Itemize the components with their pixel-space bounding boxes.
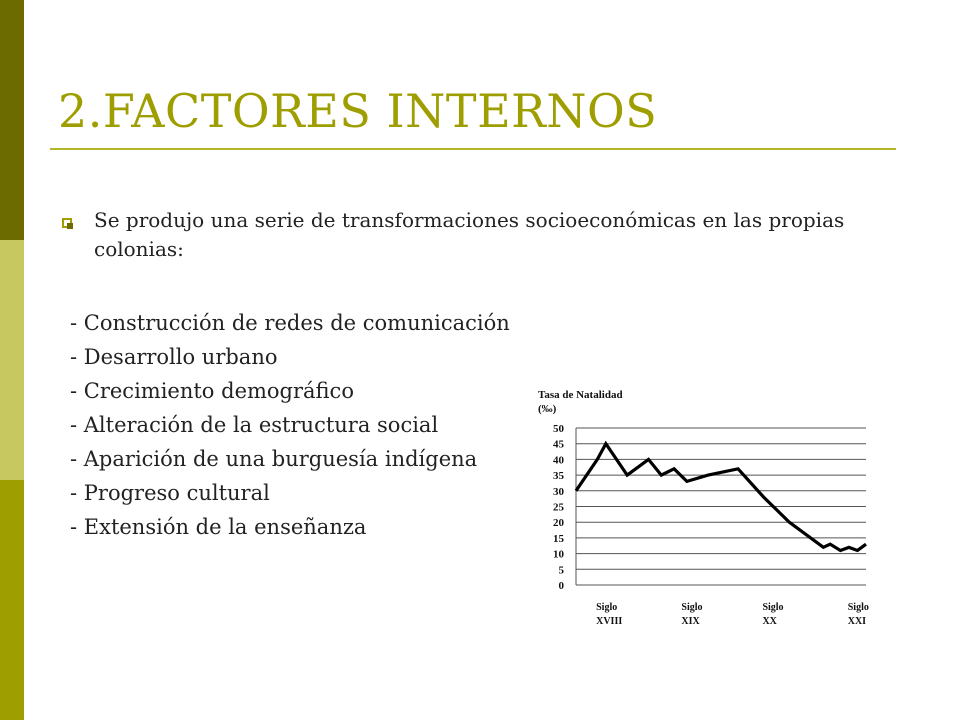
- y-tick-label: 0: [558, 580, 564, 592]
- list-item: - Construcción de redes de comunicación: [70, 311, 510, 335]
- x-tick-label: XX: [762, 616, 777, 627]
- y-tick-label: 30: [553, 485, 564, 498]
- list-item: - Alteración de la estructura social: [70, 413, 439, 437]
- list-item: - Progreso cultural: [70, 481, 270, 505]
- side-bar-light: [0, 240, 24, 480]
- x-tick-label: Siglo: [596, 602, 618, 613]
- x-tick-label: XVIII: [596, 616, 623, 627]
- side-bar-dark: [0, 0, 24, 240]
- list-item: - Aparición de una burguesía indígena: [70, 447, 478, 471]
- factors-list: [70, 306, 510, 544]
- list-item: - Extensión de la enseñanza: [70, 515, 367, 539]
- chart-ylabel: (‰): [538, 403, 557, 415]
- bullet-text: Se produjo una serie de transformaciones socioeconómicas en las propias colonias:: [94, 208, 845, 261]
- y-tick-label: 10: [553, 548, 564, 561]
- x-tick-label: Siglo: [847, 602, 869, 613]
- x-tick-label: XIX: [681, 616, 700, 627]
- y-tick-label: 45: [553, 438, 564, 451]
- y-tick-label: 5: [558, 564, 564, 577]
- slide-title: 2.FACTORES INTERNOS: [58, 84, 658, 138]
- y-tick-label: 35: [553, 470, 564, 483]
- x-tick-label: XXI: [847, 616, 867, 627]
- x-tick-label: Siglo: [762, 602, 784, 613]
- y-tick-label: 40: [553, 454, 564, 467]
- y-tick-label: 20: [553, 517, 564, 530]
- birth-rate-chart: [526, 384, 890, 634]
- y-tick-label: 25: [553, 501, 564, 514]
- chart-title: Tasa de Natalidad: [538, 389, 623, 401]
- side-bar-mid: [0, 480, 24, 720]
- list-item: - Desarrollo urbano: [70, 345, 278, 369]
- y-tick-label: 15: [553, 532, 564, 545]
- square-bullet-icon: [62, 218, 72, 228]
- x-tick-label: Siglo: [681, 602, 703, 613]
- y-tick-label: 50: [553, 423, 564, 435]
- list-item: - Crecimiento demográfico: [70, 379, 354, 403]
- title-divider: [50, 148, 896, 150]
